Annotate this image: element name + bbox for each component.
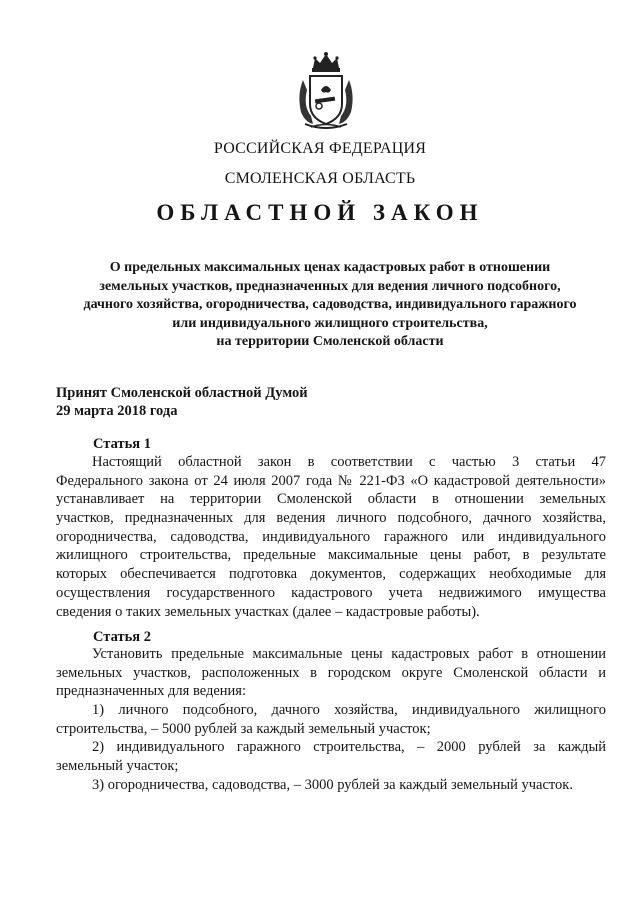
- adopted-by: Принят Смоленской областной Думой: [56, 385, 308, 401]
- article-1-line: участков, предназначенных для ведения личного подсобного, дачного хозяйства,: [56, 510, 606, 527]
- document-type: ОБЛАСТНОЙ ЗАКОН: [156, 200, 484, 225]
- law-title-line: О предельных максимальных ценах кадастровых работ в отношении: [109, 260, 551, 275]
- article-2-heading: Статья 2: [93, 629, 151, 645]
- article-2-line: предназначенных для ведения:: [56, 683, 246, 700]
- article-1-line: осуществления государственного кадастрового учета недвижимого имущества: [56, 584, 606, 601]
- article-1-heading: Статья 1: [93, 436, 151, 452]
- law-title-line: дачного хозяйства, огородничества, садоводства, индивидуального гаражного: [83, 297, 577, 312]
- article-1-line: Настоящий областной закон в соответствии с частью 3 статьи 47: [92, 454, 606, 470]
- country-name: РОССИЙСКАЯ ФЕДЕРАЦИЯ: [213, 140, 427, 157]
- adoption-date: 29 марта 2018 года: [56, 403, 178, 419]
- article-1-line: жилищного строительства, предельные максимальные цены работ, в результате: [56, 547, 606, 564]
- law-title: [40, 259, 620, 352]
- article-2-item-3: 3) огородничества, садоводства, – 3000 рублей за каждый земельный участок.: [92, 776, 573, 793]
- article-2-item-1-cont: строительства, – 5000 рублей за каждый земельный участок;: [56, 720, 431, 737]
- article-2-item-2: 2) индивидуального гаражного строительства, – 2000 рублей за каждый: [92, 739, 606, 756]
- adoption-info: [56, 384, 308, 420]
- article-1-line: которых обеспечивается подготовка документов, содержащих необходимые для: [56, 566, 606, 583]
- region-name: СМОЛЕНСКАЯ ОБЛАСТЬ: [224, 170, 416, 187]
- article-2-line: земельных участков, расположенных в городском округе Смоленской области и: [56, 664, 606, 681]
- article-2-body: [56, 645, 606, 795]
- article-1-line: сведения о таких земельных участках (далее – кадастровые работы).: [56, 603, 480, 620]
- law-title-line: или индивидуального жилищного строительства,: [172, 315, 488, 331]
- article-1-line: огородничества, садоводства, индивидуального гаражного или индивидуального: [56, 528, 606, 545]
- article-1-line: устанавливает на территории Смоленской области в отношении земельных: [56, 491, 606, 508]
- coat-of-arms-icon: [293, 50, 359, 130]
- article-1-line: Федерального закона от 24 июля 2007 года № 221-ФЗ «О кадастровой деятельности»: [56, 472, 606, 489]
- article-1-body: [56, 453, 606, 621]
- article-2-item-1: 1) личного подсобного, дачного хозяйства, индивидуального жилищного: [92, 702, 606, 719]
- law-title-line: земельных участков, предназначенных для ведения личного подсобного,: [99, 278, 561, 294]
- article-2-line: Установить предельные максимальные цены кадастровых работ в отношении: [92, 646, 606, 662]
- law-title-line: на территории Смоленской области: [216, 334, 444, 349]
- article-2-item-2-cont: земельный участок;: [56, 758, 179, 775]
